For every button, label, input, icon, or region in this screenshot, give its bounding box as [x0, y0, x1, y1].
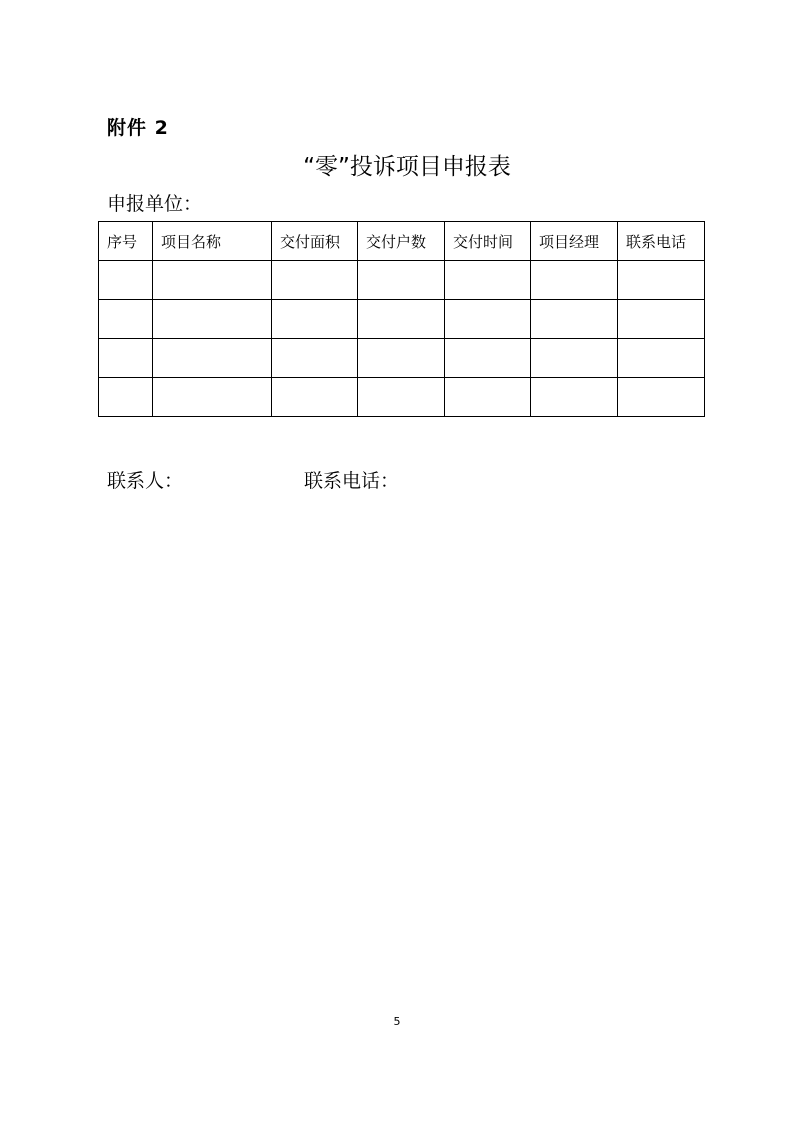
- table-cell[interactable]: [153, 339, 272, 378]
- column-header-contact-phone: 联系电话: [618, 222, 705, 261]
- table-cell[interactable]: [272, 339, 358, 378]
- table-cell[interactable]: [99, 378, 153, 417]
- table-cell[interactable]: [531, 261, 618, 300]
- table-row: [99, 300, 705, 339]
- table-cell[interactable]: [358, 261, 445, 300]
- table-cell[interactable]: [618, 300, 705, 339]
- table-row: [99, 339, 705, 378]
- form-title-wrapper: [0, 148, 794, 181]
- contact-phone-label: 联系电话：: [304, 470, 400, 492]
- table-cell[interactable]: [358, 378, 445, 417]
- applicant-unit-label: 申报单位：: [107, 193, 203, 215]
- table-cell[interactable]: [99, 339, 153, 378]
- column-header-project-name: 项目名称: [153, 222, 272, 261]
- column-header-delivery-area: 交付面积: [272, 222, 358, 261]
- annex-label: 附件 2: [107, 117, 169, 139]
- table-cell[interactable]: [358, 300, 445, 339]
- form-title: “零”投诉项目申报表: [303, 154, 511, 180]
- column-header-delivery-households: 交付户数: [358, 222, 445, 261]
- contact-person-label: 联系人：: [107, 470, 184, 492]
- table-cell[interactable]: [153, 378, 272, 417]
- table-cell[interactable]: [445, 300, 531, 339]
- table-cell[interactable]: [358, 339, 445, 378]
- table-cell[interactable]: [445, 339, 531, 378]
- table-cell[interactable]: [531, 339, 618, 378]
- table-cell[interactable]: [153, 300, 272, 339]
- table-row: [99, 261, 705, 300]
- table-cell[interactable]: [153, 261, 272, 300]
- table-cell[interactable]: [272, 300, 358, 339]
- table-cell[interactable]: [445, 261, 531, 300]
- table-cell[interactable]: [272, 378, 358, 417]
- table-cell[interactable]: [618, 378, 705, 417]
- table-cell[interactable]: [531, 378, 618, 417]
- column-header-project-manager: 项目经理: [531, 222, 618, 261]
- table-cell[interactable]: [99, 300, 153, 339]
- application-table: [98, 221, 705, 417]
- page-number: 5: [393, 1015, 401, 1028]
- table-cell[interactable]: [99, 261, 153, 300]
- table-row: [99, 378, 705, 417]
- column-header-serial: 序号: [99, 222, 153, 261]
- table-header-row: [99, 222, 705, 261]
- table-cell[interactable]: [618, 339, 705, 378]
- table-cell[interactable]: [531, 300, 618, 339]
- column-header-delivery-time: 交付时间: [445, 222, 531, 261]
- table-cell[interactable]: [272, 261, 358, 300]
- table-cell[interactable]: [445, 378, 531, 417]
- table-cell[interactable]: [618, 261, 705, 300]
